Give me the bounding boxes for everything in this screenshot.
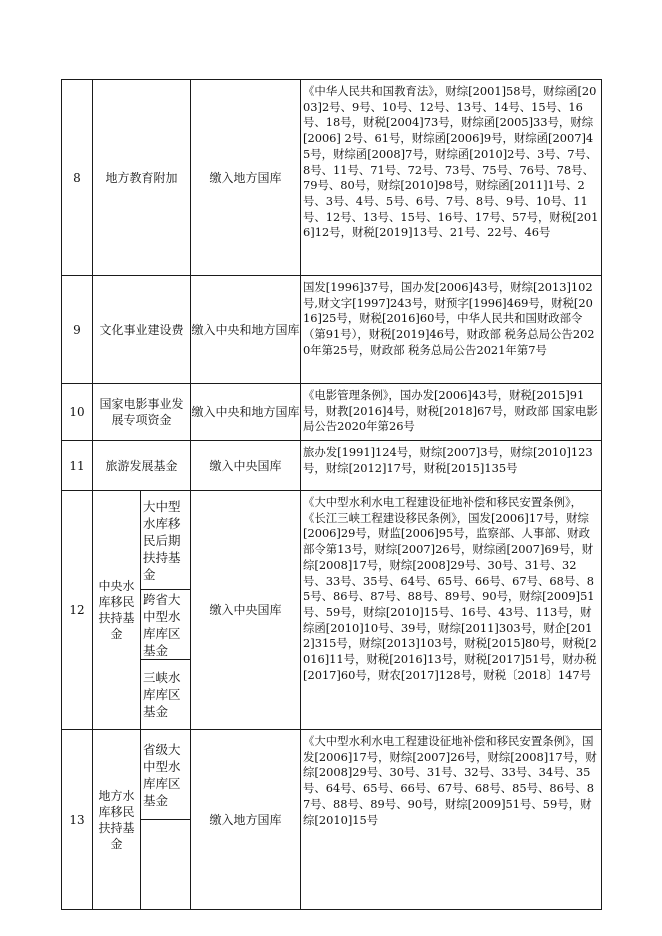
row-number: 13 [62, 730, 93, 910]
fee-name: 中央水库移民扶持基金 [93, 491, 141, 730]
policy-basis: 旅办发[1991]124号，财综[2007]3号，财综[2010]123号，财综[2012]17号，财税[2015]135号 [301, 441, 602, 491]
row-number: 12 [62, 491, 93, 730]
table-row [62, 384, 602, 441]
treasury-destination: 缴入中央国库 [191, 441, 301, 491]
row-number: 8 [62, 80, 93, 276]
fee-name: 文化事业建设费 [93, 276, 191, 384]
treasury-destination: 缴入地方国库 [191, 80, 301, 276]
sub-fund-name: 跨省大中型水库库区基金 [141, 590, 191, 660]
table-row [62, 441, 602, 491]
policy-basis: 《大中型水利水电工程建设征地补偿和移民安置条例》，《长江三峡工程建设移民条例》，国发[2006]17号，财综[2006]29号，财监[2006]95号，监察部、人事部、财政部令第13号，财综[2007]26号，财综函[2007]69号，财综[2008]17号，财综[2008]29号、30号、31号、32号、33号、35号、64号、65号、66号、67号、68号、85号、86号、87号、88号、89号、90号，财综[2009]51号、59号，财综[2010]15号、16号、43号、113号，财综函[2010]10号、39号，财综[2011]303号，财企[2012]315号，财综[2013]103号，财税[2015]80号，财税[2016]11号，财税[2016]13号，财税[2017]51号，财办税[2017]60号，财农[2017]128号，财税〔2018〕147号 [301, 491, 602, 730]
treasury-destination: 缴入中央国库 [191, 491, 301, 730]
sub-fund-name: 大中型水库移民后期扶持基金 [141, 491, 191, 590]
sub-fund-name-empty [141, 820, 191, 910]
fee-name: 国家电影事业发展专项资金 [93, 384, 191, 441]
table-row [62, 276, 602, 384]
policy-basis: 《大中型水利水电工程建设征地补偿和移民安置条例》，国发[2006]17号，财综[2007]26号，财综[2008]17号，财综[2008]29号、30号、31号、32号、33号、34号、35号、64号、65号、66号、67号、68号、85号、86号、87号、88号、89号、90号，财综[2009]51号、59号，财综[2010]15号 [301, 730, 602, 910]
table-row [62, 80, 602, 276]
treasury-destination: 缴入中央和地方国库 [191, 276, 301, 384]
table-row [62, 491, 602, 590]
sub-fund-name: 省级大中型水库库区基金 [141, 730, 191, 820]
fee-table [61, 79, 602, 910]
sub-fund-name: 三峡水库库区基金 [141, 660, 191, 730]
treasury-destination: 缴入中央和地方国库 [191, 384, 301, 441]
row-number: 10 [62, 384, 93, 441]
table-row [62, 730, 602, 820]
policy-basis: 《中华人民共和国教育法》，财综[2001]58号，财综函[2003]2号、9号、10号、12号、13号、14号、15号、16号、18号，财税[2004]73号，财综函[2005]33号，财综 [2006] 2号、61号，财综函[2006]9号，财综函[2007]45号，财综函[2008]7号，财综函[2010]2号、3号、7号、8号、11号、71号、72号、73号、75号、76号、78号、79号、80号，财综[2010]98号，财综函[2011]1号、2号、3号、4号、5号、6号、7号、8号、9号、10号、11号、12号、13号、15号、16号、17号、57号，财税[2016]12号，财税[2019]13号、21号、22号、46号 [301, 80, 602, 276]
fee-name: 地方教育附加 [93, 80, 191, 276]
row-number: 9 [62, 276, 93, 384]
fee-name: 地方水库移民扶持基金 [93, 730, 141, 910]
policy-basis: 《电影管理条例》，国办发[2006]43号，财税[2015]91号，财教[2016]4号，财税[2018]67号，财政部 国家电影局公告2020年第26号 [301, 384, 602, 441]
fee-name: 旅游发展基金 [93, 441, 191, 491]
row-number: 11 [62, 441, 93, 491]
policy-basis: 国发[1996]37号，国办发[2006]43号，财综[2013]102号,财文字[1997]243号，财预字[1996]469号，财税[2016]25号，财税[2016]60号，中华人民共和国财政部令（第91号），财税[2019]46号，财政部 税务总局公告2020年第25号，财政部 税务总局公告2021年第7号 [301, 276, 602, 384]
treasury-destination: 缴入地方国库 [191, 730, 301, 910]
